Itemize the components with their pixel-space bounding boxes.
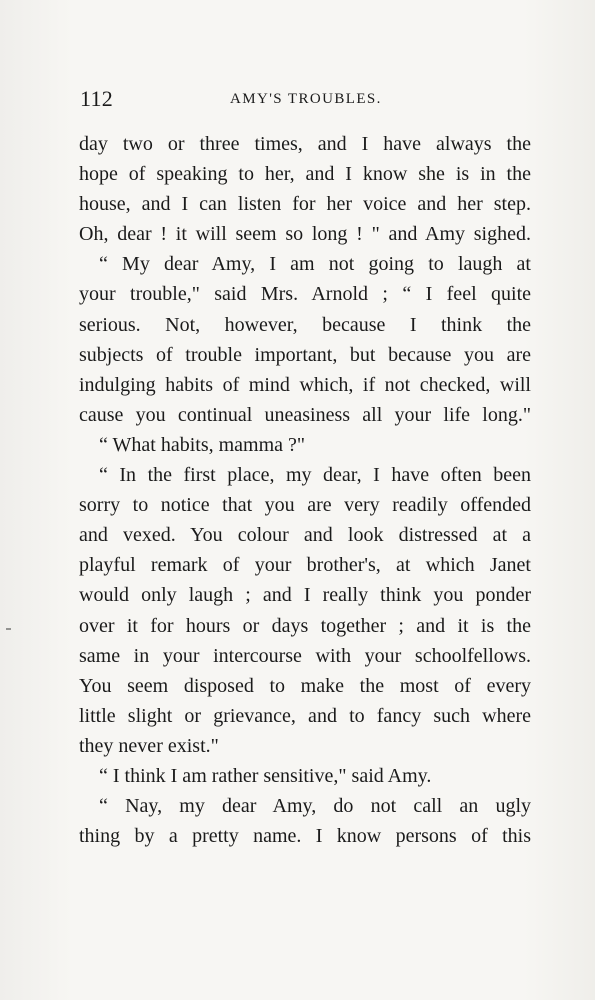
page-header (80, 86, 530, 114)
page-number: 112 (80, 86, 114, 111)
stray-ink-mark (6, 628, 11, 630)
text-line: same in your intercourse with your schoolfellows. (79, 644, 531, 667)
text-line: over it for hours or days together ; and it is the (79, 614, 531, 637)
text-line: little slight or grievance, and to fancy such where (79, 704, 531, 727)
text-line: Oh, dear ! it will seem so long ! " and Amy sighed. (79, 223, 531, 246)
text-line: day two or three times, and I have always the (79, 133, 531, 155)
text-line: “ I think I am rather sensitive," said Amy. (99, 764, 432, 787)
text-line: indulging habits of mind which, if not checked, will (79, 373, 531, 396)
text-line: playful remark of your brother's, at which Janet (79, 554, 531, 577)
body-text (79, 129, 531, 851)
text-line: hope of speaking to her, and I know she is in the (79, 163, 531, 186)
text-line: “ In the first place, my dear, I have often been (99, 464, 531, 487)
text-line: serious. Not, however, because I think the (79, 313, 531, 336)
text-line: cause you continual uneasiness all your life long." (79, 403, 531, 426)
text-line: would only laugh ; and I really think you ponder (79, 584, 531, 607)
text-line: they never exist." (79, 734, 219, 757)
text-line: your trouble," said Mrs. Arnold ; “ I feel quite (79, 283, 531, 306)
text-line: “ My dear Amy, I am not going to laugh at (99, 253, 531, 276)
text-line: subjects of trouble important, but because you are (79, 343, 531, 366)
text-line: sorry to notice that you are very readily offended (79, 494, 531, 517)
text-line: and vexed. You colour and look distressed at a (79, 524, 531, 547)
running-head: AMY'S TROUBLES. (230, 91, 382, 107)
text-line: “ What habits, mamma ?" (99, 433, 306, 456)
text-line: house, and I can listen for her voice and her step. (79, 193, 531, 216)
text-line: “ Nay, my dear Amy, do not call an ugly (99, 795, 531, 818)
text-line: You seem disposed to make the most of every (79, 674, 531, 697)
text-line: thing by a pretty name. I know persons of this (79, 825, 531, 848)
